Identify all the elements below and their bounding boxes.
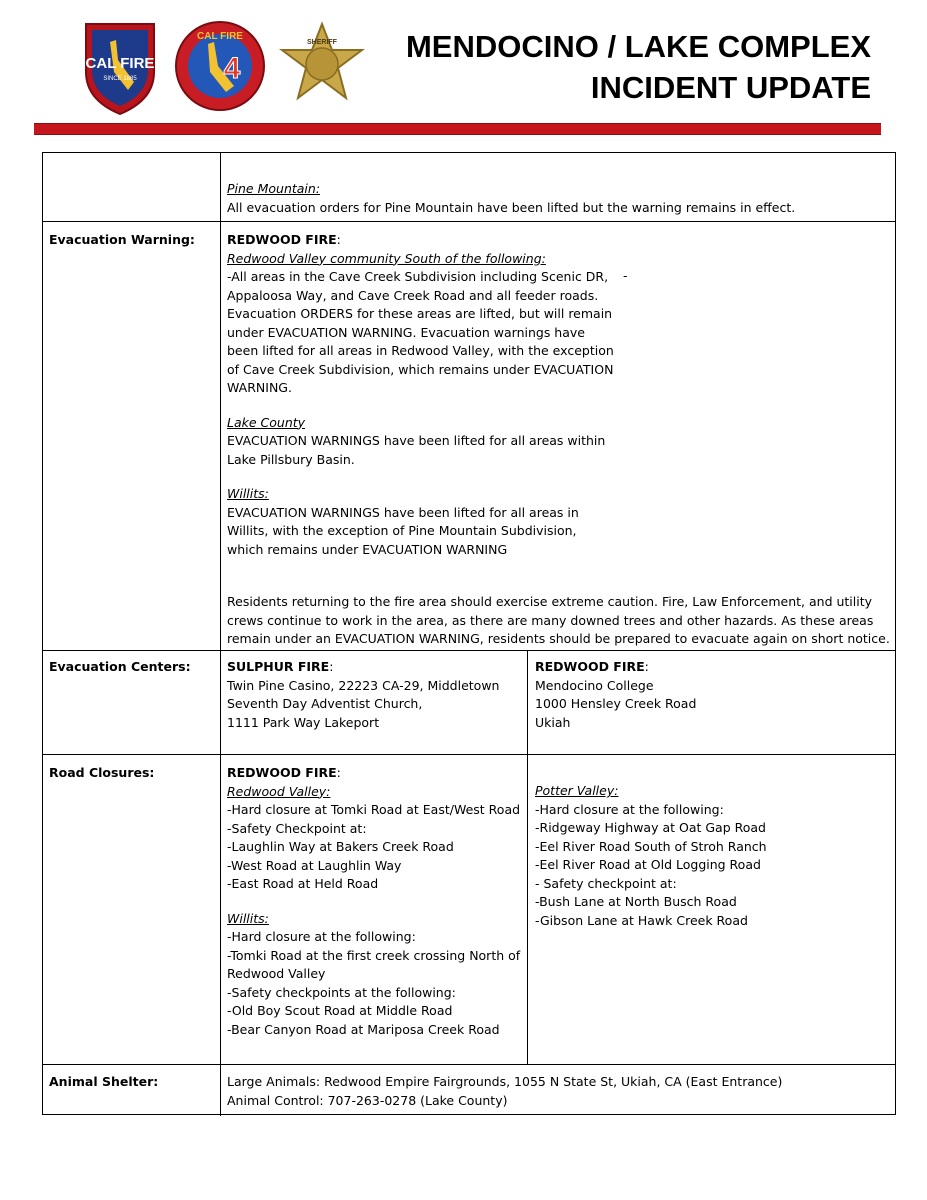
row-divider: [43, 650, 895, 651]
centers-left-line: Twin Pine Casino, 22223 CA-29, Middletown: [227, 677, 500, 693]
svg-text:CAL FIRE: CAL FIRE: [85, 55, 155, 72]
warning-line: Willits, with the exception of Pine Mountain Subdivision,: [227, 523, 577, 538]
warning-line: EVACUATION WARNINGS have been lifted for all areas in: [227, 504, 579, 520]
warning-line: Evacuation ORDERS for these areas are lifted, but will remain: [227, 306, 613, 321]
centers-left-fire: SULPHUR FIRE: [227, 659, 330, 674]
warning-fire-name: REDWOOD FIRE: [227, 232, 337, 247]
roads-line: Redwood Valley: [227, 966, 326, 981]
roads-left-cell: REDWOOD FIRE: Redwood Valley: -Hard closure at Tomki Road at East/West Road -Safety Checkpoint at: -Laughlin Way at Bakers Creek Road -West Road at Laughlin Way -East Road at Held Road Willits: -Hard closure at the following: -Tomki Road at the first creek crossing North of Redwood Valley -Safety checkpoints at the following: -Old Boy Scout Road at Middle Road -Bear Canyon Road at Mariposa Creek Road: [227, 764, 525, 1039]
roads-sub-willits: Willits:: [227, 910, 269, 926]
incident-table: [42, 152, 896, 1115]
evacuation-warning-label: Evacuation Warning:: [49, 232, 195, 247]
evacuation-centers-label: Evacuation Centers:: [49, 659, 191, 674]
pine-mountain-cell: [227, 180, 887, 217]
stray-dash: -: [623, 268, 628, 283]
warning-residents-line: crews continue to work in the area, as there are many downed trees and other hazards. As these areas: [227, 612, 874, 628]
cal-fire-shield-logo: [82, 20, 158, 116]
warning-line: been lifted for all areas in Redwood Valley, with the exception: [227, 343, 614, 358]
title-line-1: MENDOCINO / LAKE COMPLEX: [405, 29, 871, 64]
roads-line: -Ridgeway Highway at Oat Gap Road: [535, 820, 766, 835]
warning-line: Lake Pillsbury Basin.: [227, 451, 355, 467]
evacuation-warning-cell: [227, 231, 892, 649]
svg-text:SINCE 1885: SINCE 1885: [103, 76, 137, 82]
warning-sub-lake-county: Lake County: [227, 414, 306, 430]
warning-line: of Cave Creek Subdivision, which remains under EVACUATION: [227, 361, 614, 377]
pine-mountain-heading: Pine Mountain:: [227, 181, 321, 196]
warning-line: under EVACUATION WARNING. Evacuation warnings have: [227, 324, 585, 340]
cal-fire-imt-logo: [174, 20, 266, 112]
roads-sub-potter-valley: Potter Valley:: [535, 783, 619, 798]
svg-text:CAL FIRE: CAL FIRE: [197, 31, 243, 42]
svg-text:SHERIFF: SHERIFF: [307, 39, 337, 46]
pine-mountain-text: All evacuation orders for Pine Mountain have been lifted but the warning remains in effect.: [227, 199, 796, 215]
roads-line: -Gibson Lane at Hawk Creek Road: [535, 912, 748, 928]
roads-left-fire: REDWOOD FIRE: [227, 765, 337, 780]
roads-line: -Bush Lane at North Busch Road: [535, 894, 737, 909]
centers-left-line: Seventh Day Adventist Church,: [227, 696, 423, 711]
roads-line: -Eel River Road at Old Logging Road: [535, 857, 761, 872]
roads-line: -Hard closure at the following:: [535, 801, 724, 817]
warning-residents-line: Residents returning to the fire area should exercise extreme caution. Fire, Law Enforcement, and utility: [227, 594, 873, 609]
centers-right-line: Ukiah: [535, 714, 571, 730]
roads-line: -Eel River Road South of Stroh Ranch: [535, 838, 767, 854]
col-divider: [220, 153, 221, 1116]
warning-line: which remains under EVACUATION WARNING: [227, 541, 508, 557]
roads-line: -Hard closure at Tomki Road at East/West Road: [227, 802, 521, 817]
warning-colon: :: [336, 232, 341, 247]
roads-line: -Old Boy Scout Road at Middle Road: [227, 1003, 453, 1018]
shelter-line: Animal Control: 707-263-0278 (Lake County): [227, 1092, 508, 1108]
warning-line: Appaloosa Way, and Cave Creek Road and all feeder roads.: [227, 287, 599, 303]
roads-line: -Hard closure at the following:: [227, 929, 416, 944]
row-divider: [43, 1064, 895, 1065]
centers-left-cell: SULPHUR FIRE: Twin Pine Casino, 22223 CA-29, Middletown Seventh Day Adventist Church, 1111 Park Way Lakeport: [227, 658, 522, 732]
roads-line: -Bear Canyon Road at Mariposa Creek Road: [227, 1021, 500, 1037]
roads-right-cell: [535, 782, 890, 930]
animal-shelter-label: Animal Shelter:: [49, 1074, 159, 1089]
roads-line: -Safety checkpoints at the following:: [227, 984, 456, 1000]
warning-line: -All areas in the Cave Creek Subdivision including Scenic DR,: [227, 269, 609, 284]
svg-text:4: 4: [223, 52, 241, 85]
centers-right-line: 1000 Hensley Creek Road: [535, 696, 697, 711]
roads-line: -East Road at Held Road: [227, 876, 379, 891]
sheriff-star-logo: [276, 20, 368, 112]
centers-right-fire: REDWOOD FIRE: [535, 659, 645, 674]
row-divider: [43, 221, 895, 222]
page-title: [406, 26, 871, 108]
warning-line: WARNING.: [227, 380, 292, 395]
warning-sub-willits: Willits:: [227, 486, 269, 501]
roads-line: -West Road at Laughlin Way: [227, 857, 402, 873]
animal-shelter-cell: [227, 1073, 892, 1110]
roads-line: -Tomki Road at the first creek crossing North of: [227, 947, 521, 963]
centers-right-cell: REDWOOD FIRE: Mendocino College 1000 Hensley Creek Road Ukiah: [535, 658, 890, 732]
warning-residents-line: remain under an EVACUATION WARNING, residents should be prepared to evacuate again on short notice.: [227, 631, 890, 646]
road-closures-label: Road Closures:: [49, 765, 155, 780]
header-red-rule: [34, 123, 881, 135]
warning-sub-redwood-valley: Redwood Valley community South of the following:: [227, 250, 546, 266]
roads-line: -Safety Checkpoint at:: [227, 820, 367, 836]
title-line-2: INCIDENT UPDATE: [590, 70, 871, 105]
centers-right-line: Mendocino College: [535, 677, 654, 693]
roads-line: - Safety checkpoint at:: [535, 875, 677, 891]
centers-left-line: 1111 Park Way Lakeport: [227, 714, 380, 730]
roads-sub-redwood-valley: Redwood Valley:: [227, 783, 331, 799]
col-divider-mid: [527, 650, 528, 1064]
warning-line: EVACUATION WARNINGS have been lifted for all areas within: [227, 433, 606, 448]
row-divider: [43, 754, 895, 755]
shelter-line: Large Animals: Redwood Empire Fairgrounds, 1055 N State St, Ukiah, CA (East Entrance): [227, 1074, 783, 1089]
roads-line: -Laughlin Way at Bakers Creek Road: [227, 839, 454, 854]
